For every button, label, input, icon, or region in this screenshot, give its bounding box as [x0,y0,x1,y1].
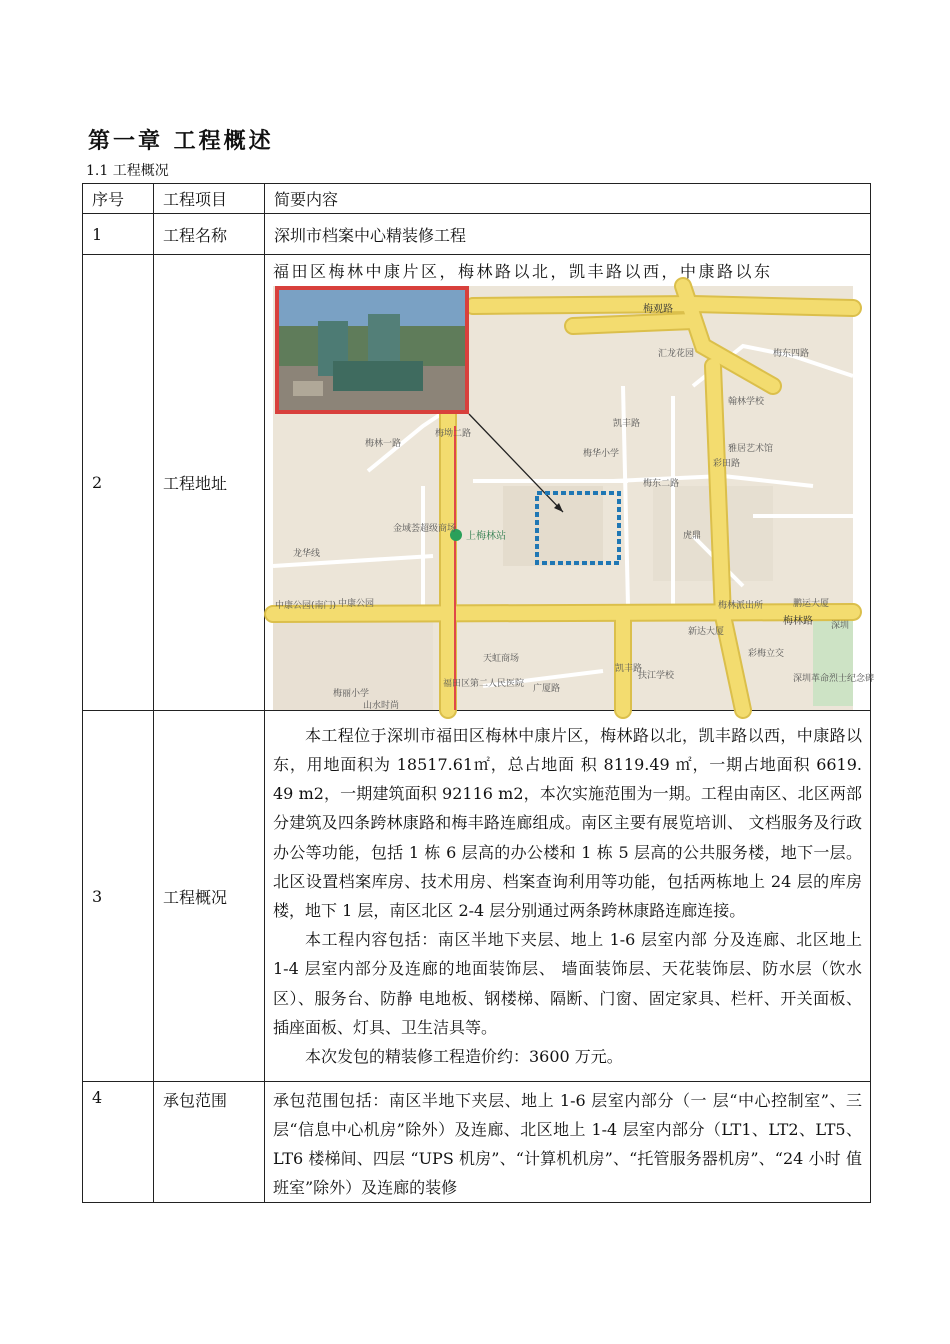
row-no: 1 [83,214,154,255]
overview-cell [265,711,871,1082]
row-no: 4 [83,1082,154,1203]
scope-cell [265,1082,871,1203]
map-label: 雅居艺术馆 [728,444,774,454]
map-label: 梅东二路 [643,479,680,489]
map-label: 深圳 [831,621,850,631]
address-text: 福田区梅林中康片区，梅林路以北，凯丰路以西，中康路以东 [273,262,773,281]
row-item: 工程概况 [154,711,265,1082]
map-label: 梅丽小学 [333,689,370,699]
row-no: 3 [83,711,154,1082]
map-label: 龙华线 [293,549,321,559]
table-row [83,214,871,255]
map-label: 梅林派出所 [718,601,764,611]
map-label: 彩梅立交 [748,649,785,659]
row-content: 深圳市档案中心精装修工程 [265,214,871,255]
chapter-title: 第一章 工程概述 [88,129,274,154]
map-label: 广厦路 [533,684,561,694]
map-label: 梅坳二路 [435,429,472,439]
map-label: 福田区第二人民医院 [443,679,525,689]
overview-paragraph: 本工程位于深圳市福田区梅林中康片区，梅林路以北，凯丰路以西，中康路以东，用地面积为 18517.61㎡，总占地面 积 8119.49 ㎡，一期占地面积 6619. 49 m2，一期建筑面积 92116 m2，本次实施范围为一期。工程由南区、北区两部分建筑及四条跨林康路和梅丰路连廊组成。南区主要有展览培训、 文档服务及行政办公等功能，包括 1 栋 6 层高的办公楼和 1 栋 5 层高的公共服务楼，地下一层。北区设置档案库房、技术用房、档案查询利用等功能，包括两栋地上 24 层的库房楼，地下 1 层，南区北区 2-4 层分别通过两条跨林康路连廊连接。 [273,725,862,920]
map-label: 梅东四路 [773,349,810,359]
table-row [83,255,871,711]
header-no: 序号 [83,184,154,214]
map-label: 梅华小学 [583,449,620,459]
map-label: 梅林路 [783,616,813,627]
scope-text: 承包范围包括：南区半地下夹层、地上 1-6 层室内部分（一 层“中心控制室”、三层“信息中心机房”除外）及连廊、北区地上 1-4 层室内部分（LT1、LT2、LT5、LT6 楼梯间、四层 “UPS 机房”、“计算机机房”、“托管服务器机房”、“24 小时 值班室”除外）及连廊的装修 [273,1091,862,1197]
site-photo [275,286,469,414]
map-label: 上梅林站 [466,531,506,542]
map-label: 金域荟超级商场 [393,524,457,534]
map-label: 鹏运大厦 [793,599,830,609]
row-item: 工程地址 [154,255,265,711]
map-label: 汇龙花园 [658,349,695,359]
map-label: 梅观路 [643,304,673,315]
map-label: 凯丰路 [615,664,643,674]
address-cell [265,255,875,711]
map-label: 中康公园(南门) [275,601,337,611]
map-label: 深圳革命烈士纪念碑 [793,674,875,684]
map-label: 天虹商场 [483,654,520,664]
map-label: 中康公园 [338,599,375,609]
header-content: 简要内容 [265,184,871,214]
table-header-row [83,184,871,214]
overview-paragraph: 本工程内容包括：南区半地下夹层、地上 1-6 层室内部 分及连廊、北区地上 1-4 层室内部分及连廊的地面装饰层、 墙面装饰层、天花装饰层、防水层（饮水区）、服务台、防静 电地板、钢楼梯、隔断、门窗、固定家具、栏杆、开关面板、 插座面板、灯具、卫生洁具等。 [273,930,862,1037]
header-item: 工程项目 [154,184,265,214]
map-label: 凯丰路 [613,419,641,429]
overview-paragraph: 本次发包的精装修工程造价约：3600 万元。 [305,1047,623,1067]
row-item: 工程名称 [154,214,265,255]
section-title: 1.1 工程概况 [86,163,169,179]
map-label: 梅林一路 [365,439,402,449]
map-label: 新达大厦 [688,627,725,637]
project-overview-table [82,183,875,1203]
row-item: 承包范围 [154,1082,265,1203]
map-label: 虎鼎 [683,531,702,541]
location-map [273,286,875,711]
map-label: 扶江学校 [638,671,675,681]
map-label: 山水时尚 [363,701,400,711]
table-row [83,1082,871,1203]
table-row [83,711,871,1082]
row-no: 2 [83,255,154,711]
map-label: 翰林学校 [728,397,765,407]
map-label: 彩田路 [713,459,741,469]
